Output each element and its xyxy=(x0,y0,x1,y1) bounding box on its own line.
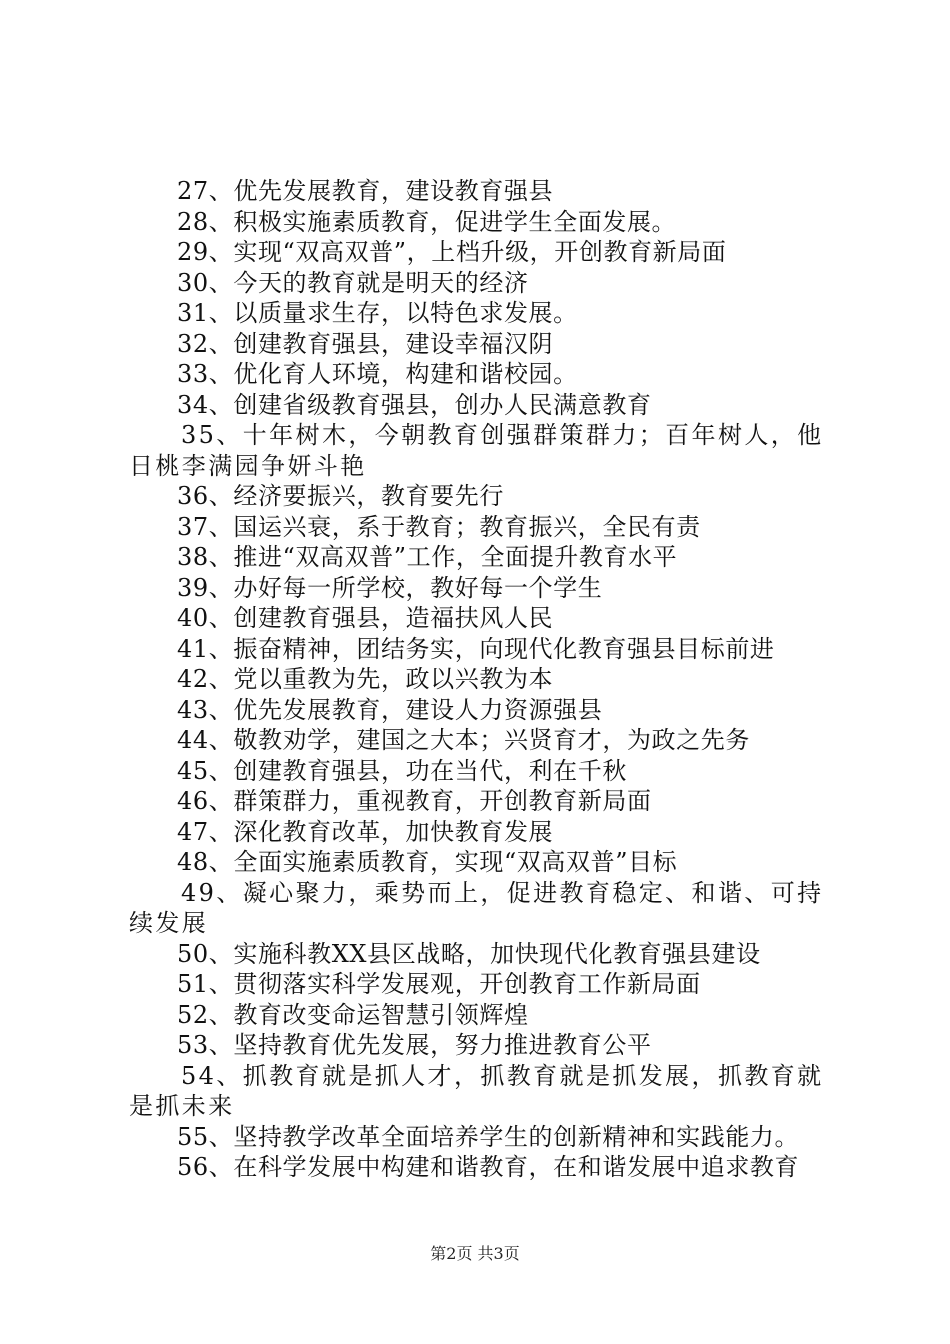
list-item: 44、敬教劝学，建国之大本；兴贤育才，为政之先务 xyxy=(177,726,750,754)
list-item: 40、创建教育强县，造福扶风人民 xyxy=(177,604,554,632)
list-item: 34、创建省级教育强县，创办人民满意教育 xyxy=(177,390,652,419)
list-item: 29、实现“双高双普”，上档升级，开创教育新局面 xyxy=(177,238,727,266)
list-item: 42、党以重教为先，政以兴教为本 xyxy=(177,665,554,693)
list-item: 45、创建教育强县，功在当代，利在千秋 xyxy=(177,756,627,785)
list-item: 36、经济要振兴，教育要先行 xyxy=(177,482,504,510)
list-item: 43、优先发展教育，建设人力资源强县 xyxy=(177,695,603,724)
list-item: 32、创建教育强县，建设幸福汉阴 xyxy=(177,329,554,358)
list-item: 28、积极实施素质教育，促进学生全面发展。 xyxy=(177,207,677,236)
list-item: 35、十年树木，今朝教育创强群策群力；百年树人，他日桃李满园争妍斗艳 xyxy=(129,421,824,480)
slogan-list xyxy=(129,176,834,1183)
list-item: 50、实施科教XX县区战略，加快现代化教育强县建设 xyxy=(177,939,761,968)
list-item: 41、振奋精神，团结务实，向现代化教育强县目标前进 xyxy=(177,634,775,663)
list-item: 38、推进“双高双普”工作，全面提升教育水平 xyxy=(177,543,678,571)
list-item: 56、在科学发展中构建和谐教育，在和谐发展中追求教育 xyxy=(177,1153,800,1181)
page-footer: 第2页 共3页 xyxy=(430,1244,520,1263)
list-item: 46、群策群力，重视教育，开创教育新局面 xyxy=(177,787,652,815)
list-item: 51、贯彻落实科学发展观，开创教育工作新局面 xyxy=(177,970,701,998)
list-item: 48、全面实施素质教育，实现“双高双普”目标 xyxy=(177,848,678,876)
list-item: 55、坚持教学改革全面培养学生的创新精神和实践能力。 xyxy=(177,1122,800,1151)
list-item: 31、以质量求生存，以特色求发展。 xyxy=(177,299,578,327)
list-item: 39、办好每一所学校，教好每一个学生 xyxy=(177,573,603,602)
list-item: 30、今天的教育就是明天的经济 xyxy=(177,268,529,297)
list-item: 53、坚持教育优先发展，努力推进教育公平 xyxy=(177,1031,652,1059)
list-item: 52、教育改变命运智慧引领辉煌 xyxy=(177,1000,529,1029)
list-item: 27、优先发展教育，建设教育强县 xyxy=(177,177,554,205)
list-item: 33、优化育人环境，构建和谐校园。 xyxy=(177,360,578,388)
list-item: 54、抓教育就是抓人才，抓教育就是抓发展，抓教育就是抓未来 xyxy=(129,1061,824,1120)
list-item: 37、国运兴衰，系于教育；教育振兴，全民有责 xyxy=(177,512,701,541)
list-item: 49、凝心聚力，乘势而上，促进教育稳定、和谐、可持续发展 xyxy=(129,878,824,937)
list-item: 47、深化教育改革，加快教育发展 xyxy=(177,817,554,846)
